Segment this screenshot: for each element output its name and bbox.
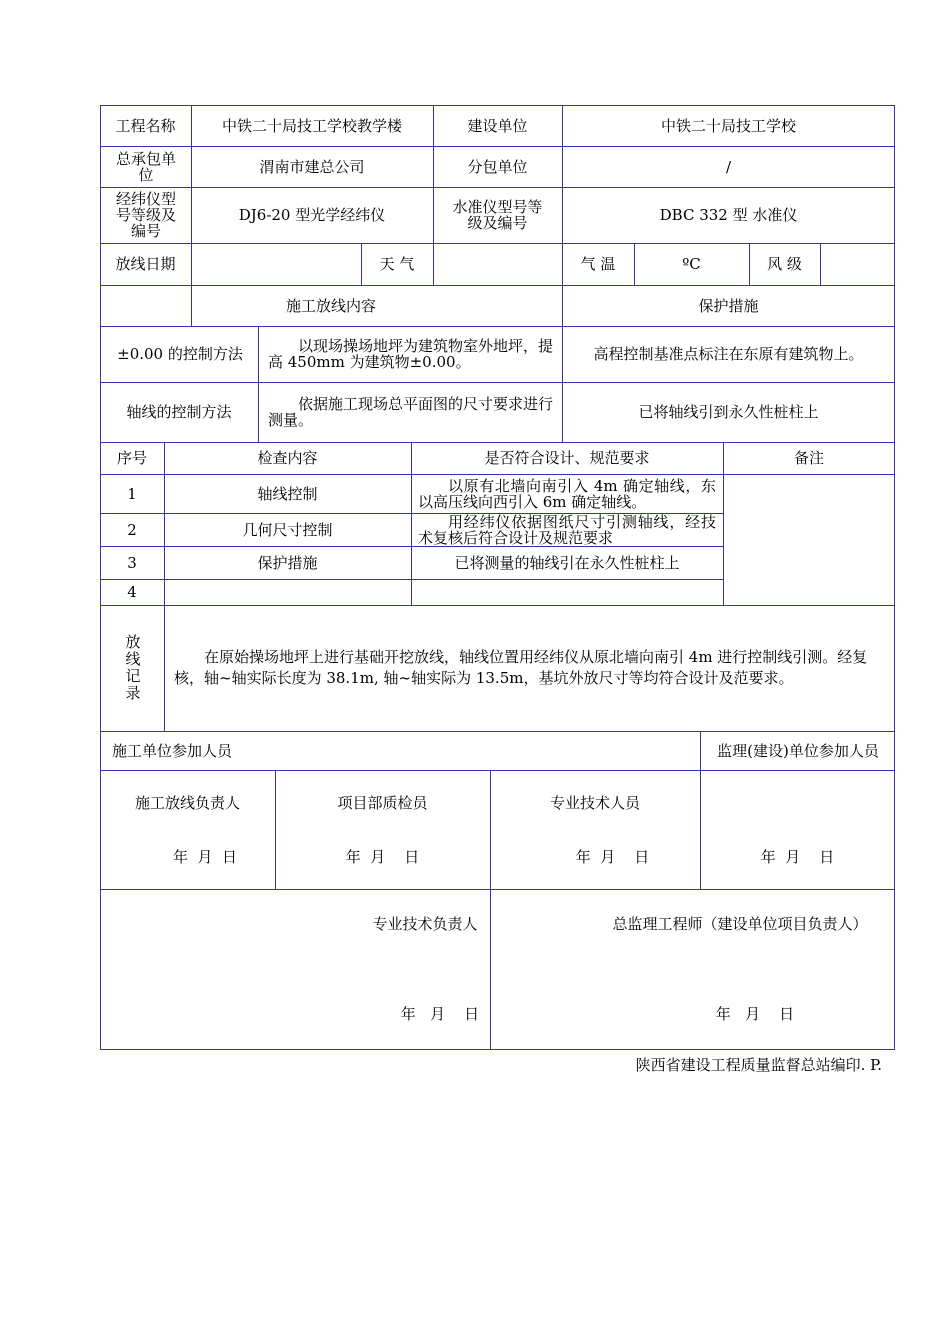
check-row-result [418, 579, 716, 605]
project-name-value: 中铁二十局技工学校教学楼 [221, 116, 402, 135]
record-text: 在原始操场地坪上进行基础开挖放线，轴线位置用经纬仪从原北墙向南引 4m 进行控制线引测。经复核，轴~轴实际长度为 38.1m, 轴~轴实际为 13.5m，基坑外放尺寸等均符合设计及范要求。 [174, 648, 868, 687]
axis-value: 依据施工现场总平面图的尺寸要求进行测量。 [268, 395, 554, 429]
sign-date: 年 月 日 [715, 1005, 795, 1023]
general-contractor-label: 总承包单位 [115, 149, 176, 184]
check-header-compliance: 是否符合设计、规范要求 [484, 449, 650, 467]
sign-date: 年 月 日 [575, 848, 650, 866]
check-header-remark: 备注 [793, 449, 824, 467]
check-header-no: 序号 [116, 449, 147, 467]
elevation-value: 以现场操场地坪为建筑物室外地坪，提高 450mm 为建筑物±0.00。 [268, 337, 554, 371]
check-row-item: 保护措施 [257, 553, 318, 572]
inspection-form [100, 105, 895, 1050]
check-row-no: 2 [127, 520, 137, 539]
quality-inspector-label: 项目部质检员 [337, 794, 428, 812]
footer-publisher: 陕西省建设工程质量监督总站编印. P. [635, 1056, 882, 1074]
check-row-no: 4 [127, 583, 137, 601]
technician-label: 专业技术人员 [549, 794, 640, 812]
sign-date: 年 月 日 [345, 848, 420, 866]
level-label: 水准仪型号等级及编号 [452, 198, 543, 232]
theodolite-label: 经纬仪型号等级及编号 [115, 190, 176, 240]
record-label: 放线记录 [125, 633, 141, 702]
check-header-item: 检查内容 [257, 449, 318, 467]
elevation-protection: 高程控制基准点标注在东原有建筑物上。 [593, 345, 864, 363]
layout-lead-label: 施工放线负责人 [134, 794, 240, 812]
check-row-no: 1 [127, 484, 137, 503]
sign-date: 年 月 日 [760, 848, 835, 866]
check-row-item: 轴线控制 [257, 484, 318, 503]
wind-label: 风 级 [767, 255, 802, 273]
protection-header: 保护措施 [698, 296, 759, 315]
subcontractor-label: 分包单位 [467, 157, 528, 176]
general-contractor-value: 渭南市建总公司 [259, 157, 365, 176]
axis-label: 轴线的控制方法 [126, 403, 232, 421]
check-row-item [164, 579, 411, 605]
check-row-result: 已将测量的轴线引在永久性桩柱上 [454, 553, 680, 572]
supervision-participants: 监理(建设)单位参加人员 [717, 741, 879, 760]
chief-supervisor-label: 总监理工程师（建设单位项目负责人） [612, 915, 868, 933]
project-name-label: 工程名称 [115, 116, 176, 135]
date-label: 放线日期 [115, 255, 176, 273]
check-row-no: 3 [127, 553, 137, 572]
axis-protection: 已将轴线引到永久性桩柱上 [638, 403, 819, 421]
check-row-result: 以原有北墙向南引入 4m 确定轴线，东以高压线向西引入 6m 确定轴线。 [418, 476, 716, 511]
construction-participants: 施工单位参加人员 [112, 741, 233, 760]
sign-date: 年 月 日 [172, 848, 238, 866]
weather-label: 天 气 [379, 255, 415, 273]
builder-label: 建设单位 [467, 116, 528, 135]
check-row-result: 用经纬仪依据图纸尺寸引测轴线，经技术复核后符合设计及规范要求 [418, 512, 716, 547]
sign-date: 年 月 日 [400, 1005, 480, 1023]
temperature-unit: ºC [682, 255, 701, 273]
check-row-item: 几何尺寸控制 [242, 520, 333, 539]
temperature-label: 气 温 [580, 255, 616, 273]
elevation-label: ±0.00 的控制方法 [117, 345, 243, 363]
theodolite-value: DJ6-20 型光学经纬仪 [238, 206, 386, 224]
subcontractor-value: / [725, 157, 732, 176]
content-header: 施工放线内容 [285, 296, 376, 315]
level-value: DBC 332 型 水准仪 [659, 206, 798, 224]
builder-value: 中铁二十局技工学校 [660, 116, 796, 135]
tech-lead-label: 专业技术负责人 [372, 915, 478, 933]
